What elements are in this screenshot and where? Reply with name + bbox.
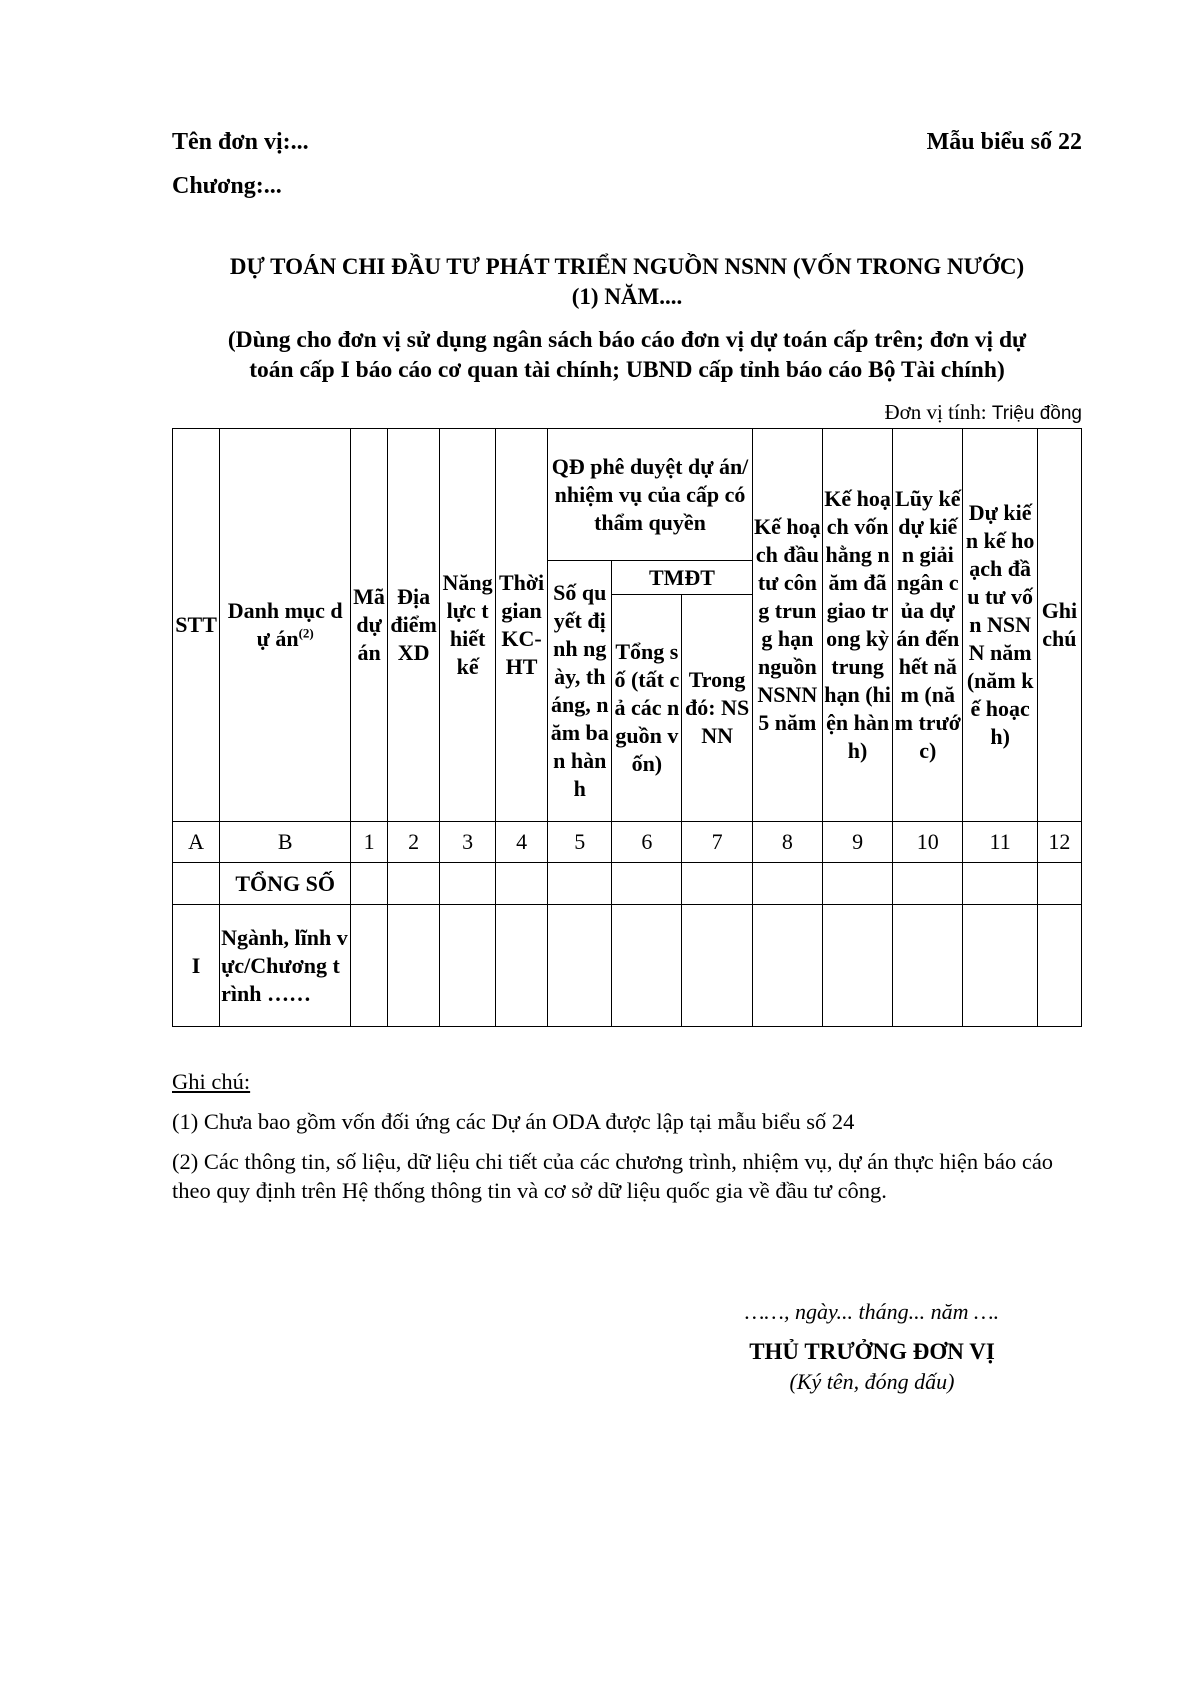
index-row [173, 822, 1082, 863]
index-cell: 12 [1037, 822, 1081, 863]
main-title-line2: (1) NĂM.... [571, 284, 683, 309]
index-cell: 4 [495, 822, 547, 863]
index-cell: 10 [893, 822, 963, 863]
chapter: Chương:... [172, 173, 282, 199]
currency-unit [885, 400, 1083, 426]
footnote-marker-2: (2) [298, 625, 314, 641]
index-cell: A [173, 822, 220, 863]
total-row-label: TỔNG SỐ [220, 863, 351, 905]
total-row [173, 863, 1082, 905]
index-cell: B [220, 822, 351, 863]
section-row [173, 905, 1082, 1027]
header-annual-plan: Kế hoạch vốn hằng năm đã giao trong kỳ trung hạn (hiện hành) [822, 429, 892, 822]
header-tmdt-nsnn: Trong đó: NSNN [682, 595, 752, 822]
main-title [172, 252, 1082, 312]
header-location: Địa điểm XD [387, 429, 439, 822]
signature-role: THỦ TRƯỞNG ĐƠN VỊ [749, 1339, 995, 1364]
notes-title: Ghi chú: [172, 1069, 251, 1094]
note-item-1: (1) Chưa bao gồm vốn đối ứng các Dự án ODA được lập tại mẫu biểu số 24 [172, 1109, 855, 1134]
header-projected: Dự kiến kế hoạch đầu tư vốn NSNN năm (năm kế hoạch) [963, 429, 1037, 822]
index-cell: 5 [548, 822, 612, 863]
header-approval-group: QĐ phê duyệt dự án/nhiệm vụ của cấp có thẩm quyền [548, 429, 752, 561]
unit-name: Tên đơn vị:... [172, 129, 309, 155]
header-tmdt-total: Tổng số (tất cả các nguồn vốn) [612, 595, 682, 822]
signature-date: ……, ngày... tháng... năm …. [744, 1299, 1000, 1324]
index-cell: 8 [752, 822, 822, 863]
header-project-list [220, 429, 351, 822]
notes [172, 1067, 1082, 1216]
subtitle-line2: toán cấp I báo cáo cơ quan tài chính; UBND cấp tỉnh báo cáo Bộ Tài chính) [249, 357, 1005, 383]
index-cell: 6 [612, 822, 682, 863]
index-cell: 9 [822, 822, 892, 863]
index-cell: 1 [351, 822, 388, 863]
header-tmdt: TMĐT [612, 561, 752, 595]
total-row-stt [173, 863, 220, 905]
index-cell: 2 [387, 822, 439, 863]
currency-value: Triệu đồng [991, 403, 1082, 424]
main-title-line1: DỰ TOÁN CHI ĐẦU TƯ PHÁT TRIỂN NGUỒN NSNN (VỐN TRONG NƯỚC) [229, 254, 1025, 279]
header-capacity: Năng lực thiết kế [440, 429, 496, 822]
signature-instruction: (Ký tên, đóng dấu) [789, 1369, 955, 1394]
budget-table [172, 428, 1082, 1027]
index-cell: 11 [963, 822, 1037, 863]
header-duration: Thời gian KC-HT [495, 429, 547, 822]
section-row-label: Ngành, lĩnh vực/Chương trình …… [220, 905, 351, 1027]
form-number: Mẫu biểu số 22 [926, 129, 1082, 155]
header-accumulated: Lũy kế dự kiến giải ngân của dự án đến hết năm (năm trước) [893, 429, 963, 822]
header-decision-no: Số quyết định ngày, tháng, năm ban hành [548, 561, 612, 822]
section-row-stt: I [173, 905, 220, 1027]
note-item-2: (2) Các thông tin, số liệu, dữ liệu chi tiết của các chương trình, nhiệm vụ, dự án thực hiện báo cáo theo quy định trên Hệ thống thông tin và cơ sở dữ liệu quốc gia về đầu tư công. [172, 1149, 1054, 1203]
subtitle-line1: (Dùng cho đơn vị sử dụng ngân sách báo cáo đơn vị dự toán cấp trên; đơn vị dự [227, 327, 1027, 353]
header-medium-plan: Kế hoạch đầu tư công trung hạn nguồn NSNN 5 năm [752, 429, 822, 822]
currency-label: Đơn vị tính: [884, 400, 992, 424]
header-project-code: Mã dự án [351, 429, 388, 822]
index-cell: 3 [440, 822, 496, 863]
header-note: Ghi chú [1037, 429, 1081, 822]
subtitle [172, 325, 1082, 385]
index-cell: 7 [682, 822, 752, 863]
header-stt: STT [173, 429, 220, 822]
header-project-list-text: Danh mục dự án [227, 598, 343, 651]
